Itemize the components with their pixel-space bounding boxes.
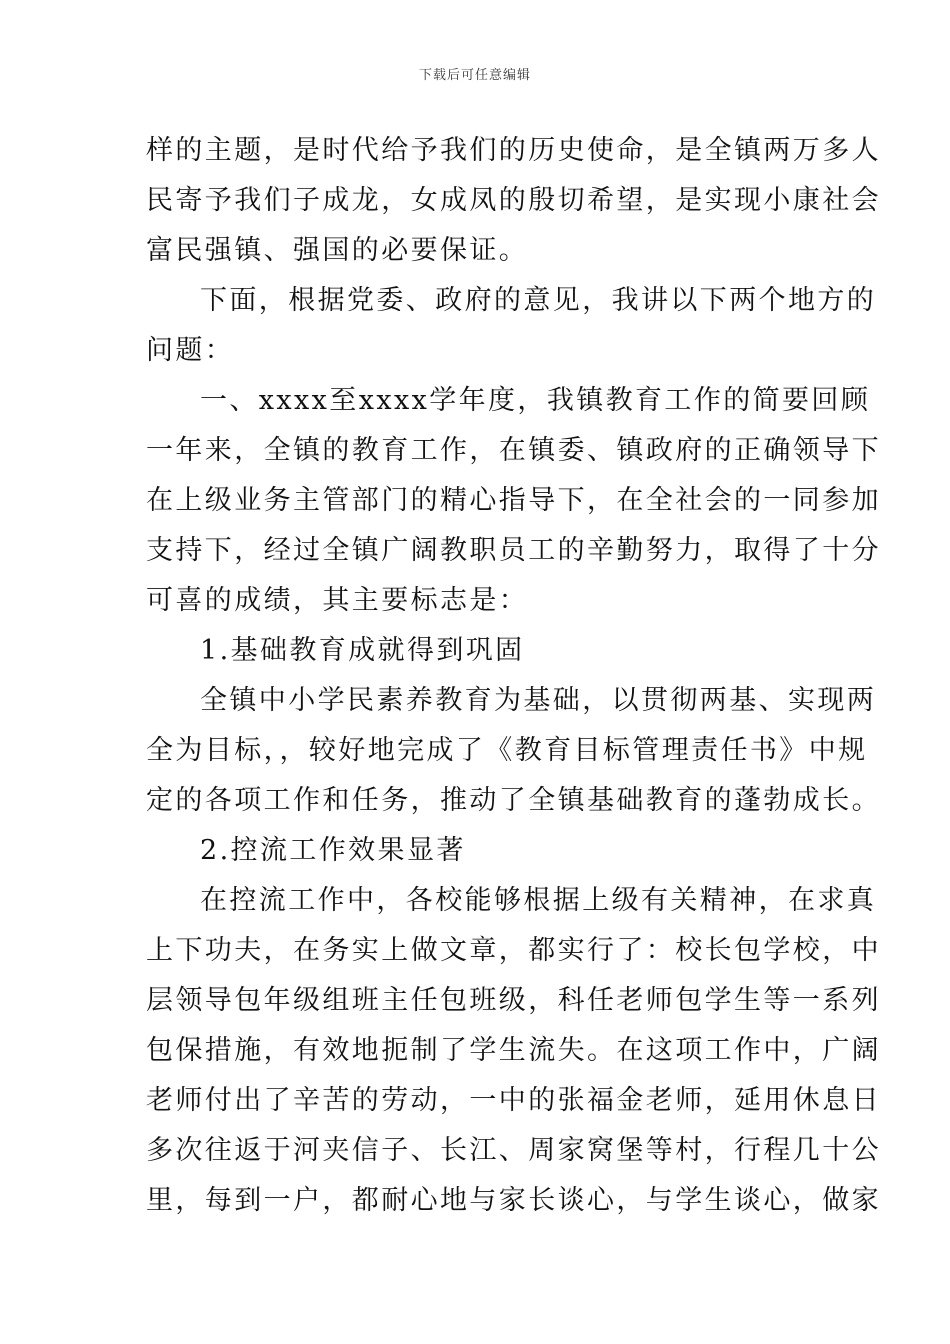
text-line: 多次往返于河夹信子、长江、周家窝堡等村，行程几十公 bbox=[146, 1135, 881, 1166]
text-line: 样的主题，是时代给予我们的历史使命，是全镇两万多人 bbox=[146, 135, 881, 166]
text-line: 老师付出了辛苦的劳动，一中的张福金老师，延用休息日 bbox=[146, 1085, 881, 1116]
text-line: 上下功夫，在务实上做文章，都实行了：校长包学校，中 bbox=[146, 935, 881, 966]
text-line: 可喜的成绩，其主要标志是： bbox=[146, 585, 529, 616]
text-line: 富民强镇、强国的必要保证。 bbox=[146, 235, 529, 266]
text-line: 层领导包年级组班主任包班级，科任老师包学生等一系列 bbox=[146, 985, 881, 1016]
paragraph-start-line: 下面，根据党委、政府的意见，我讲以下两个地方的 bbox=[200, 285, 877, 316]
section-heading: 一、xxxx至xxxx学年度，我镇教育工作的简要回顾 bbox=[200, 385, 871, 416]
text-line: 全为目标，，较好地完成了《教育目标管理责任书》中规 bbox=[146, 735, 868, 766]
text-line: 包保措施，有效地扼制了学生流失。在这项工作中，广阔 bbox=[146, 1035, 881, 1066]
text-line: 支持下，经过全镇广阔教职员工的辛勤努力，取得了十分 bbox=[146, 535, 881, 566]
text-line: 一年来，全镇的教育工作，在镇委、镇政府的正确领导下 bbox=[146, 435, 881, 466]
header-note: 下载后可任意编辑 bbox=[418, 68, 531, 83]
text-line: 在上级业务主管部门的精心指导下，在全社会的一同参加 bbox=[146, 485, 881, 516]
subheading: 1.基础教育成就得到巩固 bbox=[200, 635, 525, 666]
subheading: 2.控流工作效果显著 bbox=[200, 835, 466, 866]
paragraph-start-line: 全镇中小学民素养教育为基础，以贯彻两基、实现两 bbox=[200, 685, 877, 716]
document-body bbox=[146, 126, 881, 1226]
text-line: 定的各项工作和任务，推动了全镇基础教育的蓬勃成长。 bbox=[146, 785, 881, 816]
text-line: 问题： bbox=[146, 335, 235, 366]
text-line: 民寄予我们子成龙，女成凤的殷切希望，是实现小康社会 bbox=[146, 185, 881, 216]
paragraph-start-line: 在控流工作中，各校能够根据上级有关精神，在求真 bbox=[200, 885, 877, 916]
text-line: 里，每到一户，都耐心地与家长谈心，与学生谈心，做家 bbox=[146, 1185, 881, 1216]
